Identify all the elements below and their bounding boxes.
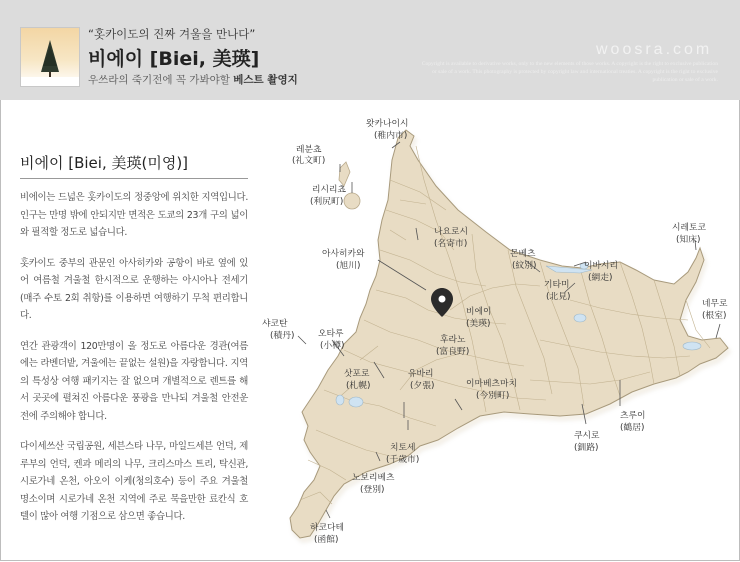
place-label-noboribetsu: 노보리베츠 — [352, 473, 395, 483]
copyright-notice: Copyright is available to derivative works, only to the new elements of those works. A copyright is the right to exclusive publication or sale of a work. This photography is protected by copyright law and international treaties. A copyright is the right to exclusive publication or sale of a work. — [421, 61, 718, 83]
place-hanja-biei: (美瑛) — [466, 319, 491, 329]
place-label-rebun: 레분쵸 — [296, 145, 322, 155]
place-label-biei: 비에이 — [466, 307, 492, 317]
place-hanja-rishiri: (利尻町) — [310, 197, 344, 207]
place-label-kushiro: 쿠시로 — [574, 431, 600, 441]
article-section — [20, 152, 248, 539]
page-header — [0, 0, 740, 100]
place-label-nemuro: 네무로 — [702, 299, 728, 309]
place-label-furano: 후라노 — [440, 335, 466, 345]
place-label-shiretoko: 시레토코 — [672, 223, 706, 233]
tree-icon — [21, 28, 79, 86]
place-hanja-nemuro: (根室) — [702, 311, 727, 321]
article-paragraph: 다이세쓰산 국립공원, 세븐스타 나무, 마일드세븐 언덕, 제루부의 언덕, 켄과 메리의 나무, 크리스마스 트리, 탁신관, 시로가네 온천, 아오이 이케(청의호수) 등이 주요 겨울철 명소이며 시로가네 온천 지역에 주로 묵을만한 료칸식 호텔이 많아 여행 기점으로 삼으면 좋습니다. — [20, 441, 248, 522]
place-hanja-nayoro: (名寄市) — [434, 239, 468, 249]
place-label-yubari: 유바리 — [408, 369, 434, 379]
place-hanja-hakodate: (函館) — [314, 535, 339, 545]
place-hanja-abashiri: (網走) — [588, 273, 613, 283]
place-hanja-otaru: (小樽) — [320, 341, 345, 351]
place-label-chitose: 치토세 — [390, 443, 416, 453]
article-paragraph: 비에이는 드넓은 홋카이도의 정중앙에 위치한 지역입니다. 인구는 만명 밖에 안되지만 면적은 도쿄의 23개 구의 넓이와 필적할 정도로 넓습니다. — [20, 192, 248, 238]
subtitle-text: 우쓰라의 죽기전에 꼭 가봐야할 — [88, 74, 234, 86]
place-label-abashiri: 이바시리 — [584, 261, 618, 271]
place-hanja-shakotan: (積丹) — [270, 331, 295, 341]
header-tagline: “홋카이도의 진짜 겨울을 만나다” — [88, 27, 256, 41]
place-hanja-monbetsu: (紋別) — [512, 261, 537, 271]
place-hanja-wakkanai: (稚内市) — [374, 131, 408, 141]
place-hanja-noboribetsu: (登別) — [360, 485, 385, 495]
place-label-tsurui: 츠루이 — [620, 411, 646, 421]
place-hanja-chitose: (千歲市) — [386, 455, 420, 465]
place-hanja-kitami: (北見) — [546, 292, 571, 302]
page-title: 비에이 [Biei, 美瑛] — [88, 48, 260, 70]
place-hanja-kushiro: (釧路) — [574, 443, 599, 453]
place-hanja-imabetsu: (今別町) — [476, 391, 510, 401]
article-heading: 비에이 [Biei, 美瑛(미영)] — [20, 152, 248, 179]
place-hanja-furano: (富良野) — [436, 347, 470, 357]
place-label-kitami: 기타미 — [544, 280, 570, 290]
rishiri-island — [344, 193, 360, 209]
place-label-monbetsu: 몬베츠 — [510, 249, 536, 259]
place-label-wakkanai: 왓카나이시 — [366, 119, 409, 129]
rebun-island — [339, 162, 350, 186]
place-label-shakotan: 샤코탄 — [262, 319, 288, 329]
place-hanja-rebun: (礼文町) — [292, 156, 326, 166]
place-hanja-asahikawa: (旭川) — [336, 261, 361, 271]
header-subtitle — [88, 72, 298, 87]
winter-tree-thumbnail — [20, 27, 80, 87]
place-label-rishiri: 리시리쵸 — [312, 185, 346, 195]
place-hanja-yubari: (夕張) — [410, 381, 435, 391]
place-hanja-tsurui: (鶴居) — [620, 423, 645, 433]
place-hanja-sapporo: (札幌) — [346, 381, 371, 391]
place-label-nayoro: 나요로시 — [434, 227, 468, 237]
place-label-asahikawa: 아사히카와 — [322, 249, 365, 259]
place-label-hakodate: 하코다테 — [310, 523, 344, 533]
article-paragraph: 연간 관광객이 120만명이 올 정도로 아름다운 경관(여름에는 라벤더밭, 겨울에는 끝없는 설원)을 자랑합니다. 지역의 특성상 여행 패키지는 잘 없으며 개별적으로 렌트를 해서 곳곳에 펼쳐진 아름다운 풍광을 만나되 겨울철 안전운전에 주의해야 합니다. — [20, 340, 248, 422]
place-hanja-shiretoko: (知床) — [676, 235, 701, 245]
place-label-imabetsu: 이마베츠마치 — [466, 379, 517, 389]
brand-watermark: woosra.com — [596, 41, 713, 58]
place-label-sapporo: 삿포로 — [344, 369, 370, 379]
place-label-otaru: 오타루 — [318, 329, 344, 339]
subtitle-highlight: 베스트 촬영지 — [233, 74, 298, 86]
hokkaido-map — [240, 100, 736, 558]
article-paragraph: 홋카이도 중부의 관문인 아사히카와 공항이 바로 옆에 있어 여름철 겨울철 한시적으로 운행하는 아시아나 전세기(매주 수토 2회 취항)를 이용하면 여행하기 무척 편리합니다. — [20, 257, 248, 321]
